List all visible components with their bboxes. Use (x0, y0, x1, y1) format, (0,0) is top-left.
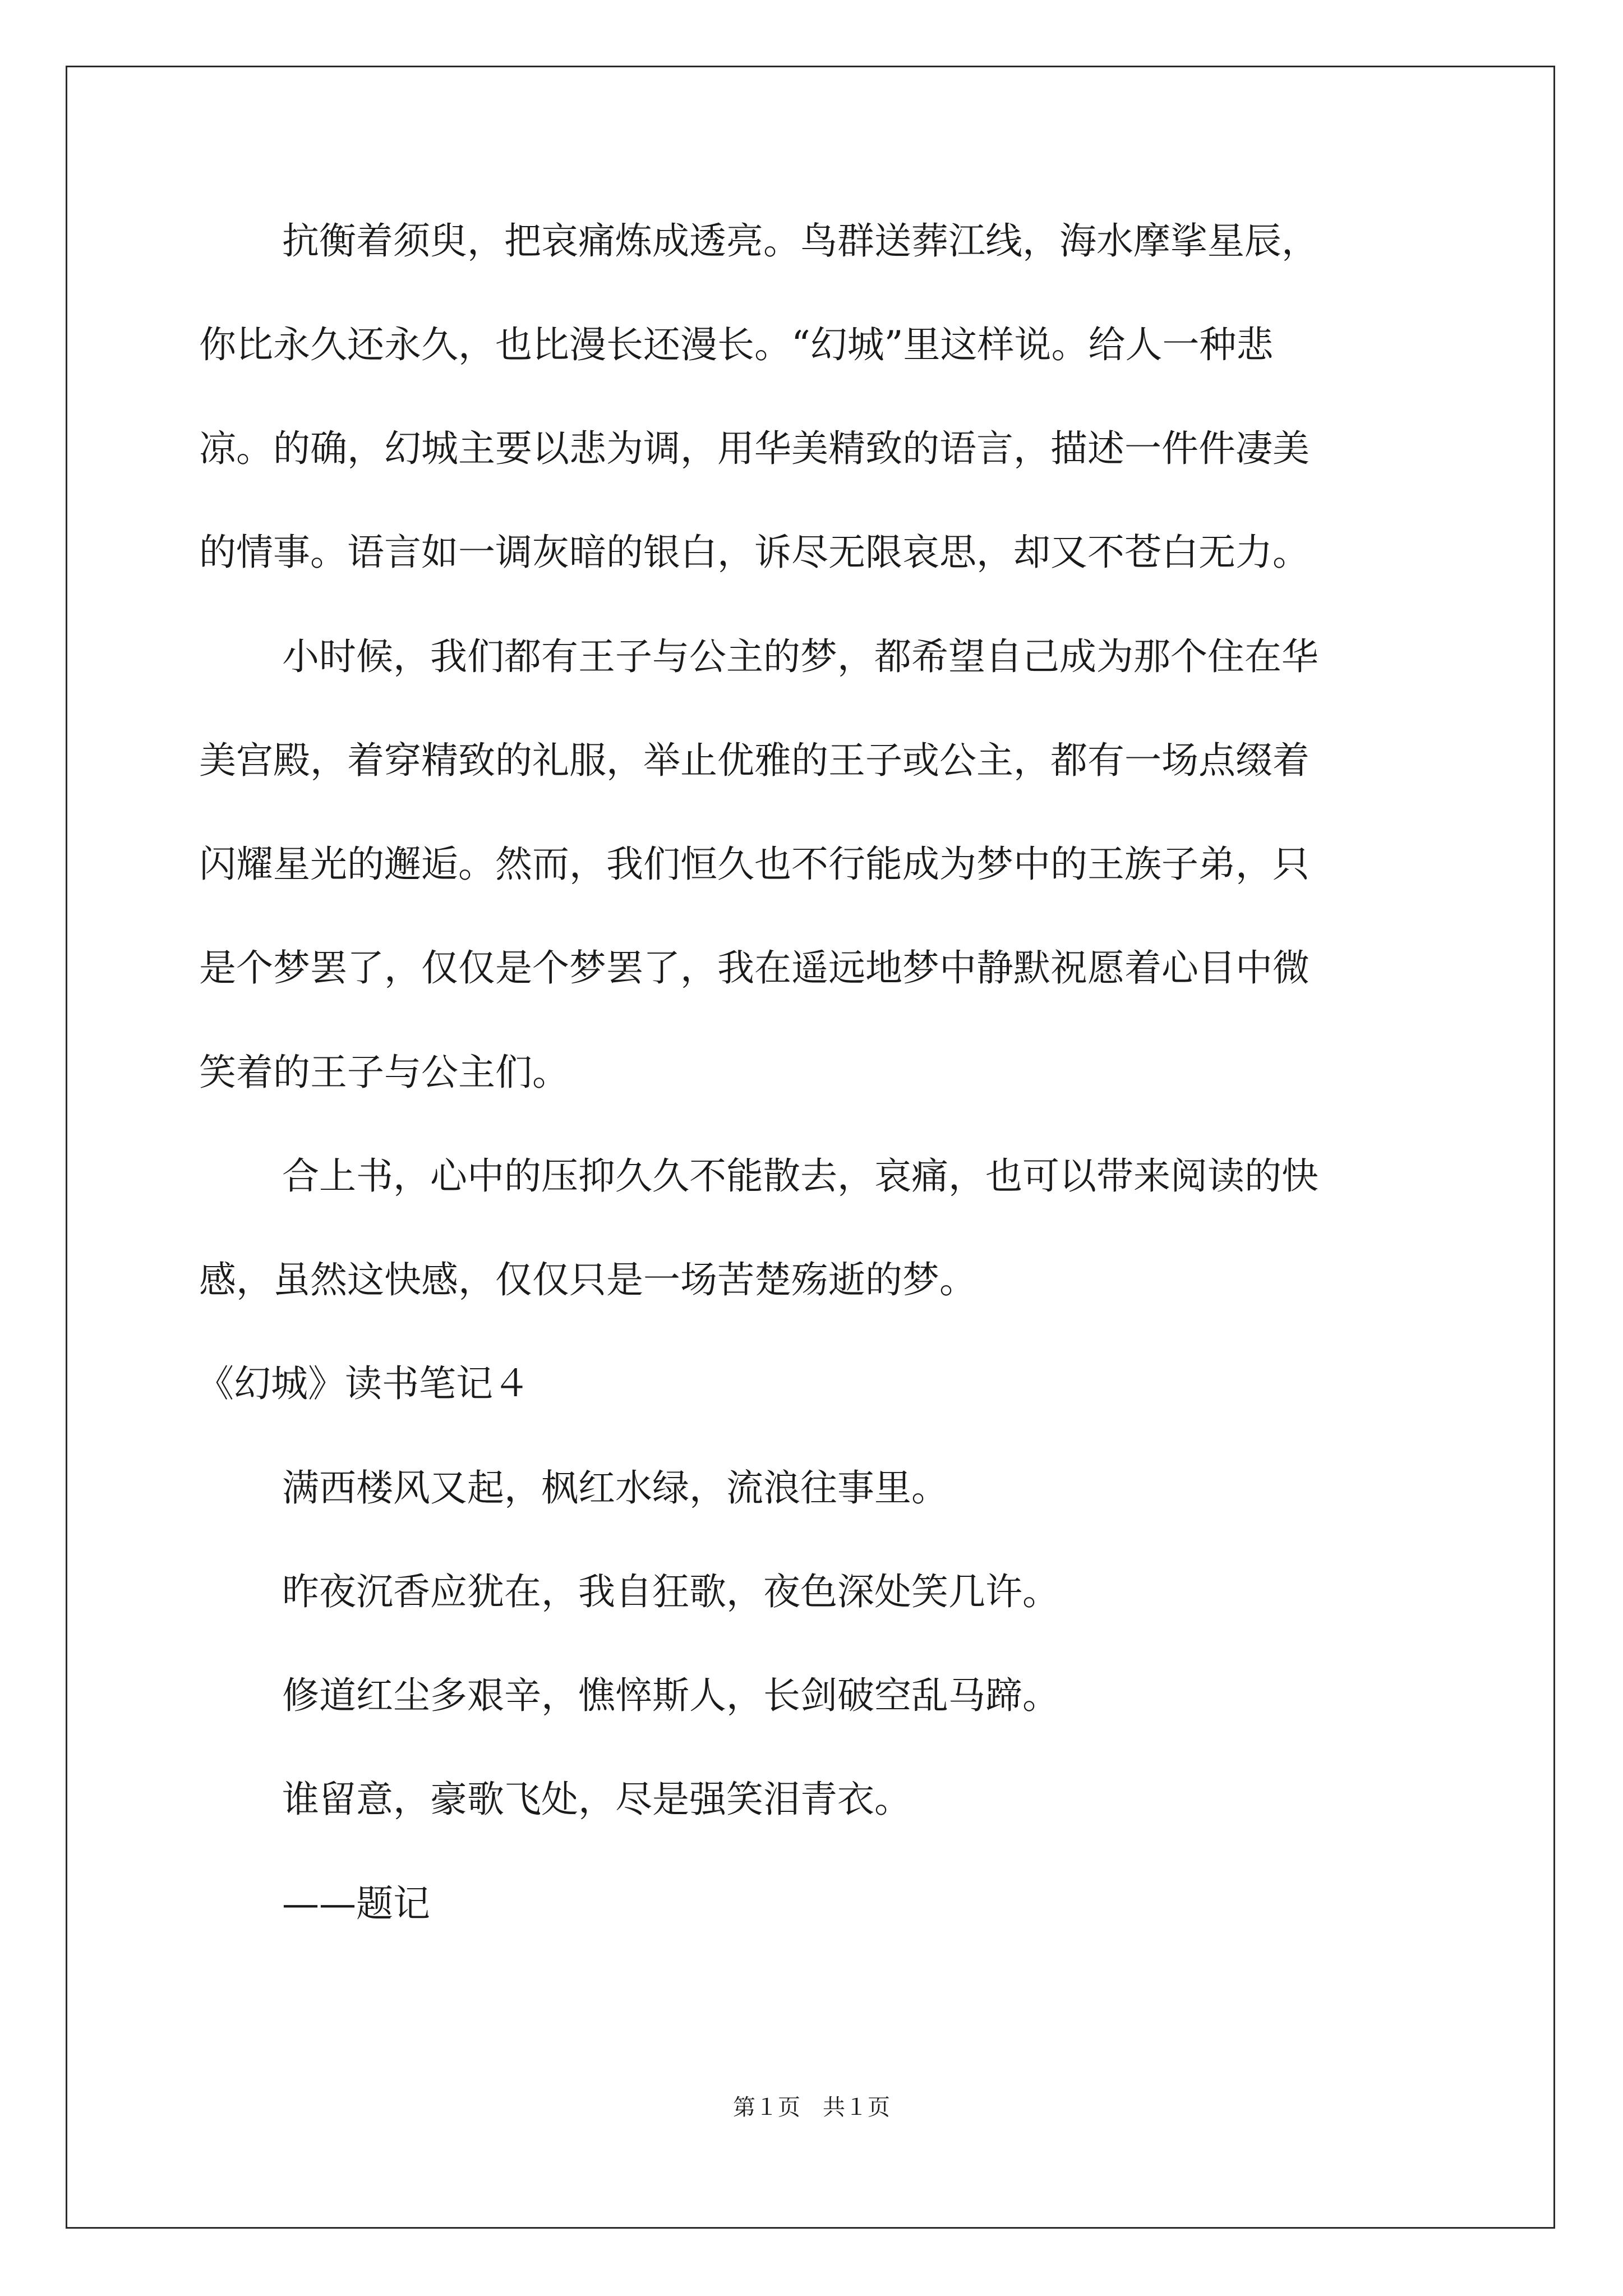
paragraph-2-line-3: 闪耀星光的邂逅。然而，我们恒久也不行能成为梦中的王族子弟，只 (199, 843, 1310, 886)
paragraph-1-line-1: 抗衡着须臾，把哀痛炼成透亮。鸟群送葬江线，海水摩挲星辰， (282, 219, 1318, 263)
page-number-footer: 第１页 共１页 (733, 2095, 890, 2120)
paragraph-3-line-1: 合上书，心中的压抑久久不能散去，哀痛，也可以带来阅读的快 (282, 1154, 1318, 1198)
paragraph-3-line-2: 感，虽然这快感，仅仅只是一场苦楚殇逝的梦。 (199, 1258, 976, 1301)
poem-line-2: 昨夜沉香应犹在，我自狂歌，夜色深处笑几许。 (282, 1570, 1059, 1613)
poem-line-1: 满西楼风又起，枫红水绿，流浪往事里。 (282, 1466, 948, 1510)
poem-line-3: 修道红尘多艰辛，憔悴斯人，长剑破空乱马蹄。 (282, 1674, 1059, 1717)
paragraph-1-line-4: 的情事。语言如一调灰暗的银白，诉尽无限哀思，却又不苍白无力。 (199, 531, 1310, 574)
section-heading: 《幻城》读书笔记４ (197, 1362, 530, 1405)
epigraph-label: ——题记 (282, 1882, 430, 1925)
paragraph-2-line-4: 是个梦罢了，仅仅是个梦罢了，我在遥远地梦中静默祝愿着心目中微 (199, 946, 1310, 990)
paragraph-1-line-3: 凉。的确，幻城主要以悲为调，用华美精致的语言，描述一件件凄美 (199, 427, 1310, 470)
poem-line-4: 谁留意，豪歌飞处，尽是强笑泪青衣。 (282, 1778, 911, 1821)
paragraph-2-line-2: 美宫殿，着穿精致的礼服，举止优雅的王子或公主，都有一场点缀着 (199, 739, 1310, 782)
paragraph-1-line-2: 你比永久还永久，也比漫长还漫长。“幻城”里这样说。给人一种悲 (199, 323, 1274, 366)
paragraph-2-line-1: 小时候，我们都有王子与公主的梦，都希望自己成为那个住在华 (282, 635, 1318, 678)
paragraph-2-line-5: 笑着的王子与公主们。 (199, 1051, 569, 1094)
